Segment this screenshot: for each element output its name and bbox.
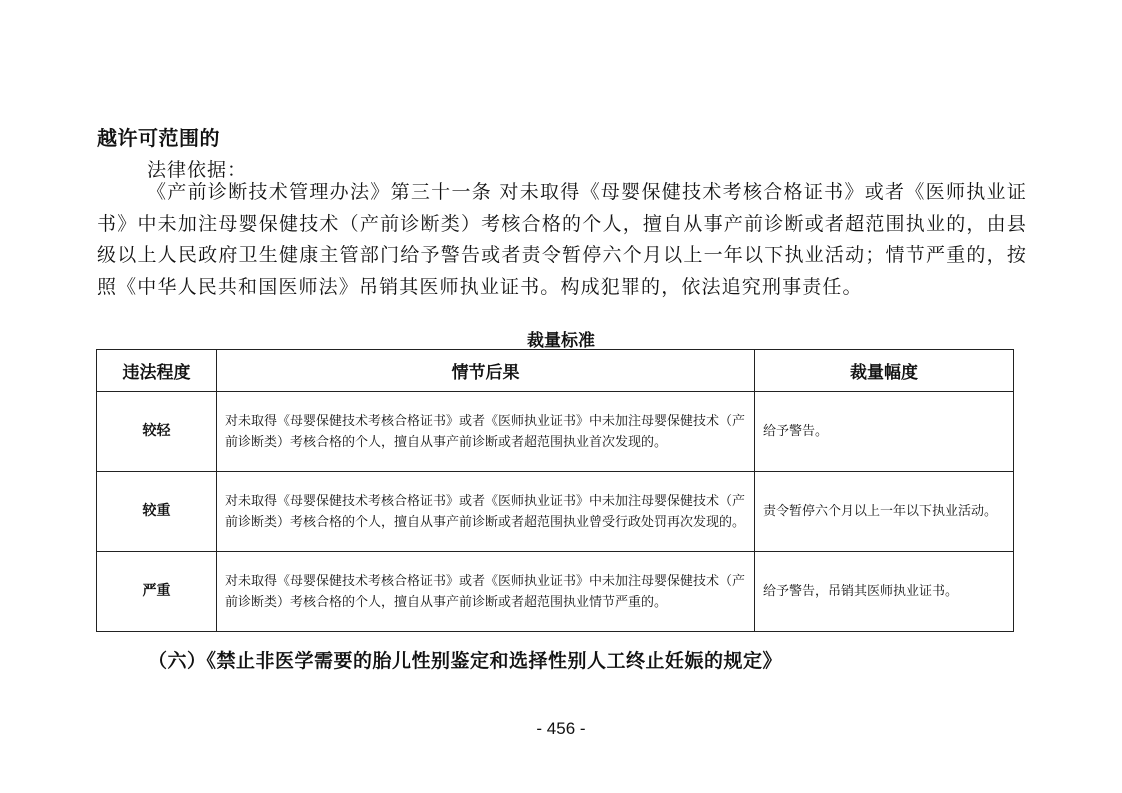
table-title: 裁量标准 bbox=[527, 331, 595, 351]
table-header-row bbox=[97, 350, 1014, 392]
header-circumstance: 情节后果 bbox=[217, 350, 755, 392]
legal-basis-paragraph: 《产前诊断技术管理办法》第三十一条 对未取得《母婴保健技术考核合格证书》或者《医师执业证书》中未加注母婴保健技术（产前诊断类）考核合格的个人，擅自从事产前诊断或者超范围执业的，由县级以上人民政府卫生健康主管部门给予警告或者责令暂停六个月以上一年以下执业活动；情节严重的，按照《中华人民共和国医师法》吊销其医师执业证书。构成犯罪的，依法追究刑事责任。 bbox=[97, 181, 1027, 298]
table-row bbox=[97, 392, 1014, 472]
row-circumstance-cell: 对未取得《母婴保健技术考核合格证书》或者《医师执业证书》中未加注母婴保健技术（产前诊断类）考核合格的个人，擅自从事产前诊断或者超范围执业曾受行政处罚再次发现的。 bbox=[217, 472, 755, 552]
header-penalty-range: 裁量幅度 bbox=[755, 350, 1014, 392]
row-level-cell: 较重 bbox=[97, 472, 217, 552]
page-number: - 456 - bbox=[536, 719, 586, 738]
row-penalty-cell: 给予警告。 bbox=[755, 392, 1014, 472]
row-level-cell: 较轻 bbox=[97, 392, 217, 472]
row-circumstance-cell: 对未取得《母婴保健技术考核合格证书》或者《医师执业证书》中未加注母婴保健技术（产前诊断类）考核合格的个人，擅自从事产前诊断或者超范围执业情节严重的。 bbox=[217, 552, 755, 632]
row-level-cell: 严重 bbox=[97, 552, 217, 632]
row-penalty-cell: 给予警告，吊销其医师执业证书。 bbox=[755, 552, 1014, 632]
row-penalty-cell: 责令暂停六个月以上一年以下执业活动。 bbox=[755, 472, 1014, 552]
table-row bbox=[97, 472, 1014, 552]
discretion-standard-table bbox=[96, 349, 1014, 632]
next-section-title: （六）《禁止非医学需要的胎儿性别鉴定和选择性别人工终止妊娠的规定》 bbox=[148, 650, 783, 672]
header-violation-level: 违法程度 bbox=[97, 350, 217, 392]
row-circumstance-cell: 对未取得《母婴保健技术考核合格证书》或者《医师执业证书》中未加注母婴保健技术（产前诊断类）考核合格的个人，擅自从事产前诊断或者超范围执业首次发现的。 bbox=[217, 392, 755, 472]
section-heading: 越许可范围的 bbox=[97, 126, 220, 150]
table-row bbox=[97, 552, 1014, 632]
legal-basis-label: 法律依据： bbox=[147, 159, 248, 181]
